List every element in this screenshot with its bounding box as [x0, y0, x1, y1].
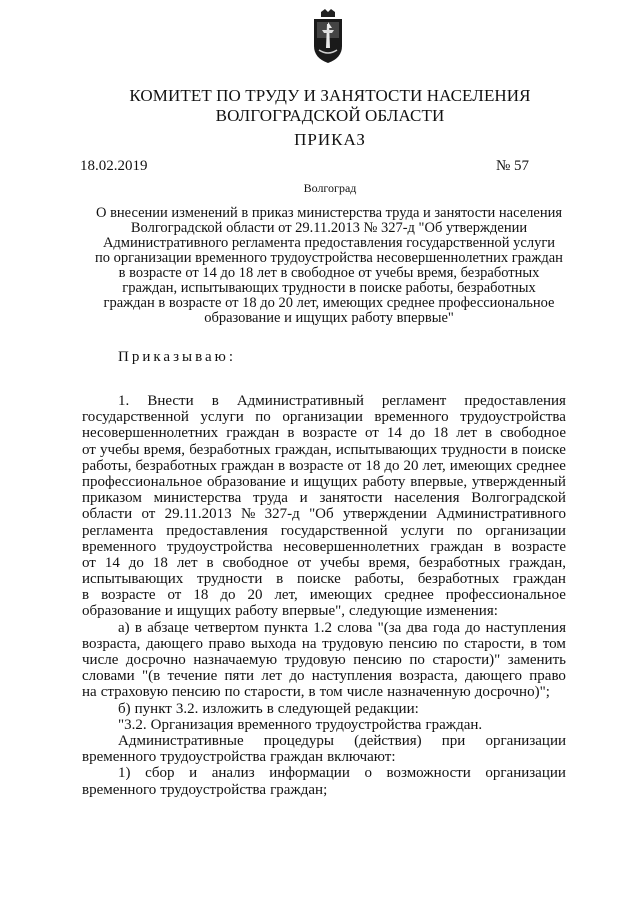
body-line: регламента предоставления государственной услуги по организации — [82, 522, 566, 539]
subject-line: граждан в возрасте от 18 до 20 лет, имеющих среднее профессиональное — [103, 295, 555, 311]
document-subject — [68, 206, 590, 326]
body-line: б) пункт 3.2. изложить в следующей редакции: — [118, 700, 419, 717]
body-line: от 14 до 18 лет в свободное от учебы время, безработных граждан, — [82, 554, 566, 571]
subject-line: образование и ищущих работу впервые" — [204, 310, 454, 326]
body-line: приказом министерства труда и занятости населения Волгоградской — [82, 490, 566, 507]
body-line: 1. Внести в Административный регламент предоставления — [118, 393, 566, 409]
subject-line: по организации временного трудоустройства несовершеннолетних граждан — [95, 250, 563, 266]
body-line: несовершеннолетних граждан в возрасте от 14 до 18 лет в свободное — [82, 425, 566, 442]
body-line: работы, безработных граждан в возрасте от 18 до 20 лет, имеющих среднее — [82, 457, 566, 474]
body-line: числе досрочно назначаемую трудовую пенсию по старости)" заменить — [82, 652, 566, 668]
body-line: словами "(в течение пяти лет до наступления возраста, дающего право — [82, 668, 566, 685]
organization-name — [60, 86, 600, 126]
body-line: а) в абзаце четвертом пункта 1.2 слова "(за два года до наступления — [118, 619, 566, 636]
body-line: возраста, дающего право выхода на трудовую пенсию по старости, в том — [82, 635, 566, 652]
subject-line: Административного регламента предоставления государственной услуги — [102, 235, 556, 251]
body-line: Административные процедуры (действия) при организации — [118, 732, 566, 749]
body-line: временного трудоустройства несовершеннолетних граждан в возрасте — [82, 538, 566, 555]
document-number: № 57 — [496, 158, 530, 174]
organization-line: ВОЛГОГРАДСКОЙ ОБЛАСТИ — [215, 106, 445, 125]
coat-of-arms-emblem — [311, 8, 345, 64]
subject-line: О внесении изменений в приказ министерства труда и занятости населения — [95, 205, 563, 221]
order-word: Приказываю: — [118, 349, 236, 365]
document-city: Волгоград — [303, 181, 357, 195]
document-body — [82, 393, 566, 798]
subject-line: граждан, испытывающих трудности в поиске работы, безработных — [122, 280, 536, 296]
body-line: области от 29.11.2013 № 327-д "Об утверждении Административного — [82, 506, 566, 523]
body-line: временного трудоустройства граждан; — [82, 781, 328, 798]
body-line: в возрасте от 18 до 20 лет, имеющих среднее профессиональное — [82, 587, 566, 604]
subject-line: Волгоградской области от 29.11.2013 № 327-д "Об утверждении — [130, 220, 528, 236]
document-date: 18.02.2019 — [80, 158, 148, 174]
body-line: государственной услуги по организации временного трудоустройства — [82, 409, 566, 426]
organization-line: КОМИТЕТ ПО ТРУДУ И ЗАНЯТОСТИ НАСЕЛЕНИЯ — [129, 86, 531, 105]
subject-line: в возрасте от 14 до 18 лет в свободное от учебы время, безработных — [118, 265, 540, 281]
body-line: испытывающих трудности в поиске работы, безработных граждан — [82, 571, 566, 588]
body-line: образование и ищущих работу впервые", следующие изменения: — [82, 603, 498, 620]
document-type: ПРИКАЗ — [294, 130, 366, 149]
body-line: профессиональное образование и ищущих работу впервые, утвержденный — [82, 473, 566, 490]
body-line: от учебы время, безработных граждан, испытывающих трудности в поиске — [82, 441, 566, 458]
body-line: 1) сбор и анализ информации о возможности организации — [118, 765, 566, 782]
body-line: временного трудоустройства граждан включают: — [82, 749, 396, 766]
body-line: на страховую пенсию по старости, в том числе назначенную досрочно)"; — [82, 684, 550, 701]
body-line: "3.2. Организация временного трудоустройства граждан. — [118, 716, 483, 733]
